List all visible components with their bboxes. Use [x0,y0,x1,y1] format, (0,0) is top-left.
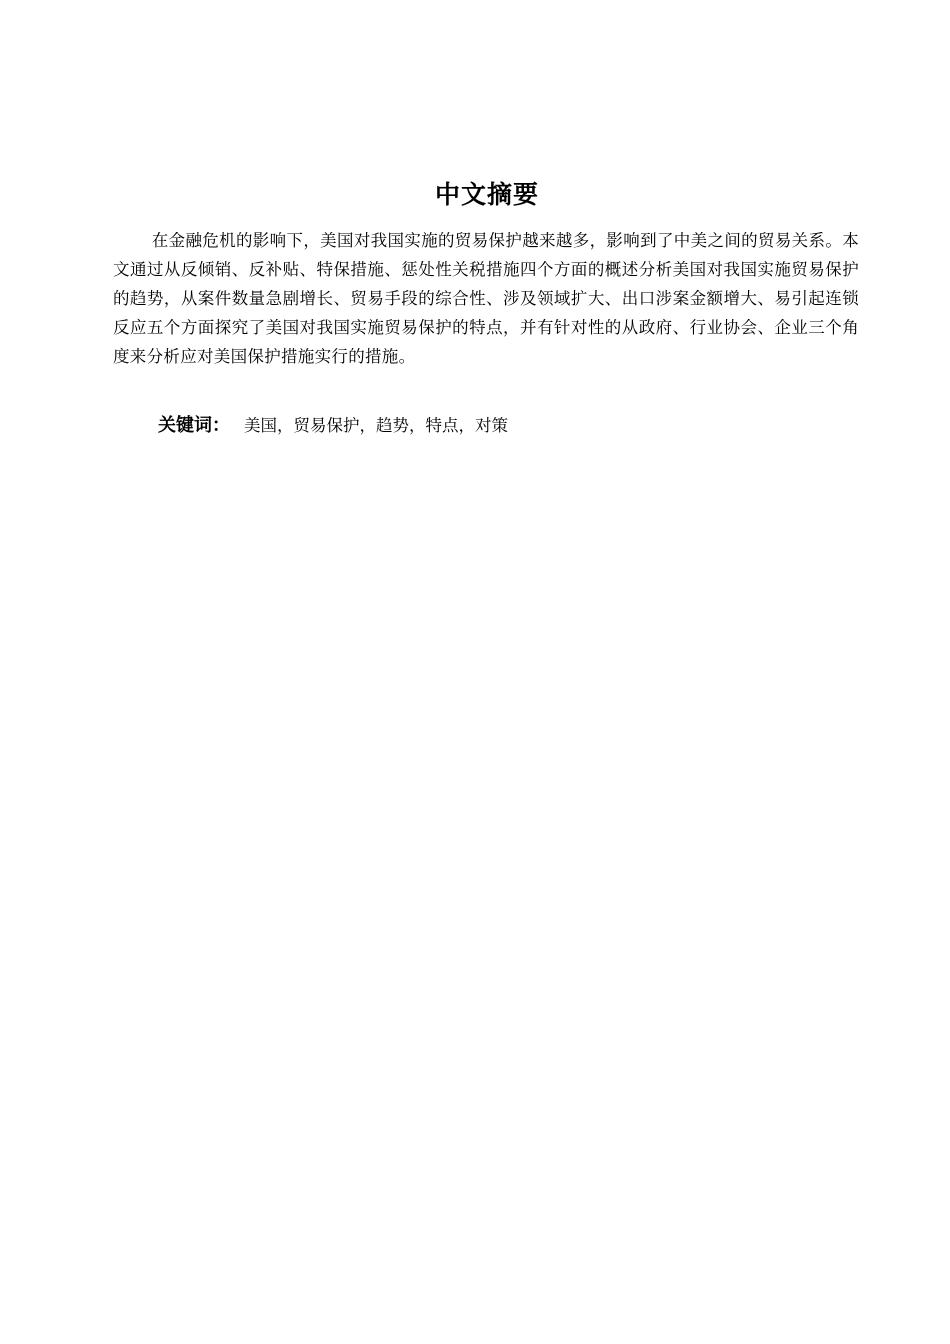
abstract-paragraph: 在金融危机的影响下，美国对我国实施的贸易保护越来越多，影响到了中美之间的贸易关系。本文通过从反倾销、反补贴、特保措施、惩处性关税措施四个方面的概述分析美国对我国实施贸易保护的趋势，从案件数量急剧增长、贸易手段的综合性、涉及领域扩大、出口涉案金额增大、易引起连锁反应五个方面探究了美国对我国实施贸易保护的特点，并有针对性的从政府、行业协会、企业三个角度来分析应对美国保护措施实行的措施。 [113,231,859,366]
keywords-text: 美国，贸易保护，趋势，特点，对策 [244,416,508,435]
keywords-label: 关键词： [158,415,230,436]
keywords-line [158,411,858,440]
page-title: 中文摘要 [434,180,539,209]
